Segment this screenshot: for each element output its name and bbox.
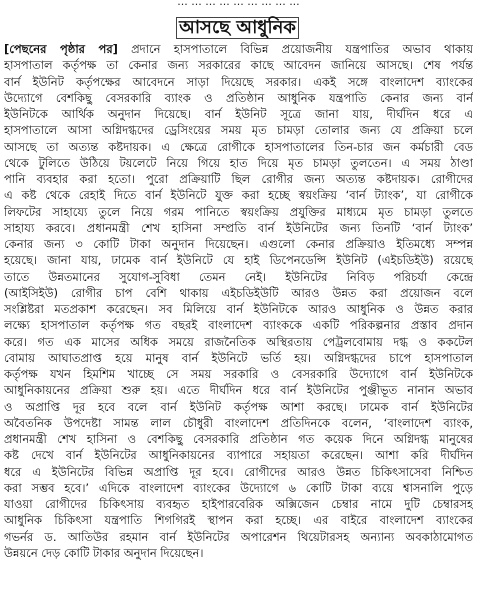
article-line: করে। গত এক মাসের অধিক সময়ে রাজনৈতিক অস্থিরতায় পেট্রলবোমায় দগ্ধ ও ককটেল bbox=[4, 334, 473, 349]
article-body bbox=[4, 41, 473, 597]
article-line: সংশ্লিষ্টরা মতপ্রকাশ করেছেন। সব মিলিয়ে বার্ন ইউনিটকে আরও আধুনিক ও উন্নত করার bbox=[4, 302, 473, 316]
article-line: ও অপ্রাপ্তি দূর হবে বলে বার্ন ইউনিট কর্তৃপক্ষ আশা করছে। ঢামেক বার্ন ইউনিটের bbox=[4, 399, 473, 414]
article-line: এ কষ্ট থেকে রেহাই দিতে বার্ন ইউনিটে যুক্ত করা হচ্ছে স্বয়ংক্রিয় ‘বার্ন ট্যাংক’, যা রোগীকে bbox=[4, 188, 473, 203]
article-line: কেনার জন্য ৩ কোটি টাকা অনুদান দিয়েছেন। এগুলো কেনার প্রক্রিয়াও ইতিমধ্যে সম্পন্ন bbox=[4, 237, 473, 251]
article-line: তাতে উন্নতমানের সুযোগ-সুবিধা তেমন নেই। ইউনিটের নিবিড় পরিচর্যা কেন্দ্রে bbox=[4, 269, 473, 284]
article-line: করা সম্ভব হবে।’ এদিকে বাংলাদেশ ব্যাংকের উদ্যোগে ৬ কোটি টাকা ব্যয়ে শ্বাসনালি পুড়ে bbox=[4, 480, 473, 495]
article-line: যাওয়া রোগীদের চিকিৎসায় ব্যবহৃত হাইপারবেরিক অক্সিজেন চেম্বার নামে দুটি চেম্বারসহ bbox=[4, 497, 473, 511]
article-line: অবৈতনিক উপদেষ্টা সামন্ত লাল চৌধুরী বাংলাদেশ প্রতিদিনকে বলেন, ‘বাংলাদেশ ব্যাংক, bbox=[4, 415, 473, 430]
article-line: আধুনিক চিকিৎসা যন্ত্রপাতি শিগগিরই স্থাপন করা হচ্ছে। এর বাইরে বাংলাদেশ ব্যাংকের bbox=[4, 513, 473, 528]
article-line: কষ্ট দেখে বার্ন ইউনিটের আধুনিকায়নের ব্যাপারে সহায়তা করেছেন। আশা করি দীর্ঘদিন bbox=[4, 448, 473, 463]
article-line: আসছে তা অত্যন্ত কষ্টদায়ক। এ ক্ষেত্রে রোগীকে হাসপাতালের তিন-চার জন কর্মচারী বেড bbox=[4, 139, 473, 154]
article-line: হয়েছে। জানা যায়, ঢামেক বার্ন ইউনিটে যে হাই ডিপেনডেন্সি ইউনিট (এইচডিইউ) রয়েছে bbox=[4, 253, 473, 268]
article-line: হাসপাতাল কর্তৃপক্ষ তা কেনার জন্য সরকারের কাছে আবেদন জানিয়ে আসছে। শেষ পর্যন্ত bbox=[4, 58, 473, 73]
article-line: হাসপাতালে আসা অগ্নিদগ্ধদের ড্রেসিংয়ের সময় মৃত চামড়া তোলার জন্য যে প্রক্রিয়া চলে bbox=[4, 123, 473, 138]
article-line: বোমায় আঘাতপ্রাপ্ত হয়ে মানুষ বার্ন ইউনিটে ভর্তি হয়। অগ্নিদগ্ধদের চাপে হাসপাতাল bbox=[4, 350, 473, 365]
article-line: (আইসিইউ) রোগীর চাপ বেশি থাকায় এইচডিইউটি আরও উন্নত করা প্রয়োজন বলে bbox=[4, 285, 473, 300]
headline: আসছে আধুনিক bbox=[176, 17, 299, 39]
article-line: গভর্নর ড. আতিউর রহমান বার্ন ইউনিটের অপারেশন থিয়েটারসহ অন্যান্য অবকাঠামোগত bbox=[4, 529, 473, 544]
article-line: [পেছনের পৃষ্ঠার পর] প্রদানে হাসপাতালে বিভিন্ন প্রয়োজনীয় যন্ত্রপাতির অভাব থাকায় bbox=[4, 42, 473, 56]
article-line: লিফটের সাহায্যে তুলে নিয়ে গরম পানিতে স্বয়ংক্রিয় প্রযুক্তির মাধ্যমে মৃত চামড়া তুলতে bbox=[4, 204, 473, 219]
article-line: সাহায্য করবে। প্রধানমন্ত্রী শেখ হাসিনা সম্প্রতি বার্ন ইউনিটের জন্য তিনটি ‘বার্ন ট্যাংক’ bbox=[4, 220, 473, 235]
article-line: ইউনিটকে আর্থিক অনুদান দিয়েছে। বার্ন ইউনিট সূত্রে জানা যায়, দীর্ঘদিন ধরে এ bbox=[4, 107, 473, 121]
article-line: পানি ব্যবহার করা হতো। পুরো প্রক্রিয়াটি ছিল রোগীর জন্য অত্যন্ত কষ্টদায়ক। রোগীদের bbox=[4, 172, 473, 186]
article-line: প্রধানমন্ত্রী শেখ হাসিনা ও বেশকিছু বেসরকারি প্রতিষ্ঠান গত কয়েক দিনে অগ্নিদগ্ধ মানুষের bbox=[4, 432, 473, 446]
article-line: বার্ন ইউনিট কর্তৃপক্ষের আবেদনে সাড়া দিয়েছে সরকার। একই সঙ্গে বাংলাদেশ ব্যাংকের bbox=[4, 74, 473, 89]
continued-from-label: [পেছনের পৃষ্ঠার পর] bbox=[4, 42, 118, 56]
article-line: কর্তৃপক্ষ যখন হিমশিম খাচ্ছে সে সময় সরকারি ও বেসরকারি উদ্যোগে বার্ন ইউনিটকে bbox=[4, 367, 473, 381]
article-line: উদ্যোগে বেশকিছু বেসরকারি ব্যাংক ও প্রতিষ্ঠান আধুনিক যন্ত্রপাতি কেনার জন্য বার্ন bbox=[4, 90, 473, 105]
article-line: উন্নয়নে দেড় কোটি টাকার অনুদান দিয়েছেন। bbox=[4, 545, 204, 560]
article-line: থেকে টুলিতে উঠিয়ে টয়লেটে নিয়ে গিয়ে হাত দিয়ে মৃত চামড়া তুলতেন। এ সময় ঠাণ্ডা bbox=[4, 155, 473, 170]
article-line: আধুনিকায়নের প্রক্রিয়া শুরু হয়। এতে দীর্ঘদিন ধরে বার্ন ইউনিটের পুঞ্জীভূত নানান অভাব bbox=[4, 383, 473, 398]
article-line: ধরে এ ইউনিটের বিভিন্ন অপ্রাপ্তি দূর হবে। রোগীদের আরও উন্নত চিকিৎসাসেবা নিশ্চিত bbox=[4, 464, 473, 479]
previous-column-text-strip: ... ... ... ... ... ... ... ... ... bbox=[177, 0, 300, 8]
article-line: লক্ষ্যে হাসপাতাল কর্তৃপক্ষ গত বছরই বাংলাদেশ ব্যাংককে একটি পরিকল্পনার প্রস্তাব প্রদান bbox=[4, 318, 473, 333]
